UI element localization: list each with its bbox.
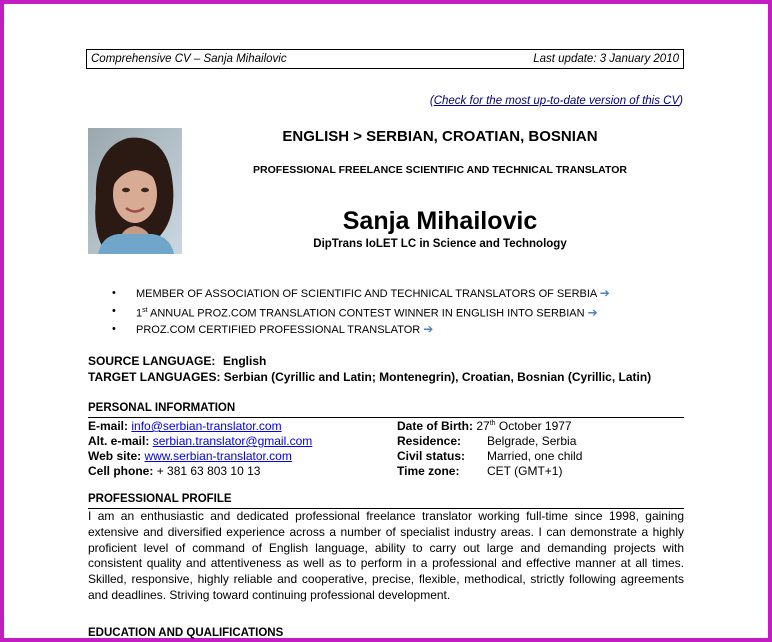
list-item: [112, 303, 610, 321]
bullet-icon: •: [112, 287, 116, 299]
alt-email-label: Alt. e-mail:: [88, 434, 150, 448]
section-title: PROFESSIONAL PROFILE: [88, 493, 232, 505]
section-title: EDUCATION AND QUALIFICATIONS: [88, 627, 284, 639]
timezone-row: [397, 464, 563, 478]
dob-label: Date of Birth:: [397, 419, 473, 433]
dob-row: [397, 419, 572, 433]
profile-heading: [88, 493, 684, 505]
alt-email-link[interactable]: serbian.translator@gmail.com: [152, 434, 313, 448]
achievement-text: 1: [136, 307, 143, 320]
source-language: [88, 354, 267, 368]
email-label: E-mail:: [88, 419, 129, 433]
profession-title: PROFESSIONAL FREELANCE SCIENTIFIC AND TECHNICAL TRANSLATOR: [253, 164, 627, 176]
section-divider: [88, 417, 684, 418]
dob-suffix: th: [489, 420, 496, 427]
residence-row: [397, 434, 577, 448]
phone-label: Cell phone:: [88, 464, 154, 478]
candidate-name: Sanja Mihailovic: [342, 207, 538, 235]
civil-status-label: Civil status:: [397, 449, 466, 463]
qualification: DipTrans IoLET LC in Science and Technology: [313, 238, 567, 250]
header-title: Comprehensive CV – Sanja Mihailovic: [91, 53, 287, 65]
website-row: [88, 449, 292, 463]
bullet-icon: •: [112, 323, 116, 335]
achievement-text: PROZ.COM CERTIFIED PROFESSIONAL TRANSLATOR: [136, 324, 421, 336]
document-header: [86, 49, 684, 69]
achievement-text: MEMBER OF ASSOCIATION OF SCIENTIFIC AND TECHNICAL TRANSLATORS OF SERBIA: [136, 288, 597, 300]
achievement-text-rest: ANNUAL PROZ.COM TRANSLATION CONTEST WINNER IN ENGLISH INTO SERBIAN: [147, 307, 585, 320]
timezone-value: CET (GMT+1): [487, 464, 563, 478]
achievements-list: [112, 285, 610, 339]
arrow-right-icon[interactable]: ➔: [423, 322, 434, 336]
phone-row: [88, 464, 260, 478]
profile-text: I am an enthusiastic and dedicated professional freelance translator working full-time since 1998, gaining extensive and diversified experience across a number of specialist industry areas. I can demonstrate a highly proficient level of command of English language, ability to carry out large and demanding projects with consistent quality and attentiveness as well as to perform in a professional and effective manner at all times. Skilled, responsive, highly reliable and cooperative, precise, flexible, methodical, strictly following agreements and deadlines. Striving toward continuing professional development.: [88, 509, 684, 602]
website-link[interactable]: www.serbian-translator.com: [144, 449, 292, 463]
source-language-label: SOURCE LANGUAGE:: [88, 354, 216, 368]
target-languages-value: Serbian (Cyrillic and Latin; Montenegrin), Croatian, Bosnian (Cyrillic, Latin): [223, 370, 652, 384]
header-last-update: Last update: 3 January 2010: [533, 53, 679, 65]
list-item: [112, 321, 610, 339]
residence-value: Belgrade, Serbia: [487, 434, 577, 448]
civil-status-value: Married, one child: [487, 449, 583, 463]
paren-close: ): [679, 95, 683, 107]
alt-email-row: [88, 434, 312, 448]
target-languages-label: TARGET LANGUAGES:: [88, 370, 221, 384]
ordinal-suffix: st: [142, 307, 148, 314]
target-languages: [88, 370, 651, 384]
list-item: [112, 285, 610, 303]
education-heading: [88, 627, 684, 639]
bullet-icon: •: [112, 305, 116, 317]
website-label: Web site:: [88, 449, 142, 463]
email-row: [88, 419, 282, 433]
check-latest-version: [430, 95, 683, 107]
dob-rest: October 1977: [495, 419, 572, 433]
profile-photo: [88, 128, 182, 254]
phone-value: + 381 63 803 10 13: [156, 464, 261, 478]
source-language-value: English: [223, 354, 267, 368]
dob-day: 27: [476, 419, 490, 433]
residence-label: Residence:: [397, 434, 462, 448]
paren-open: (: [429, 95, 434, 107]
arrow-right-icon[interactable]: ➔: [587, 305, 598, 320]
personal-info-heading: [88, 402, 684, 414]
arrow-right-icon[interactable]: ➔: [599, 286, 610, 300]
section-title: PERSONAL INFORMATION: [88, 402, 236, 414]
email-link[interactable]: info@serbian-translator.com: [131, 419, 282, 433]
civil-status-row: [397, 449, 583, 463]
timezone-label: Time zone:: [397, 464, 460, 478]
check-version-link[interactable]: Check for the most up-to-date version of this CV: [433, 95, 680, 107]
language-pair: ENGLISH > SERBIAN, CROATIAN, BOSNIAN: [282, 128, 598, 145]
